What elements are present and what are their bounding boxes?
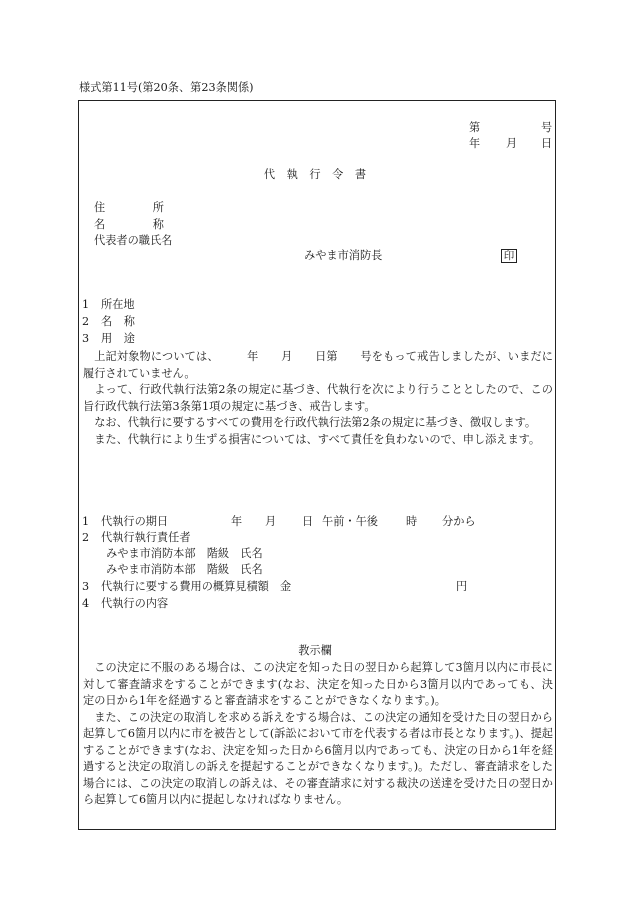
item-location-label: 所在地 xyxy=(101,298,135,311)
body-paragraph: 上記対象物については、 年 月 日第 号をもって戒告しましたが、いまだに履行されていません。 xyxy=(83,350,553,380)
seal-mark: 印 xyxy=(501,249,517,263)
body-text xyxy=(83,349,553,448)
item-number: 3 xyxy=(82,580,90,593)
form-number: 様式第11号(第20条、第23条関係) xyxy=(79,81,254,94)
execution-year: 年 xyxy=(231,515,243,528)
doc-number-prefix: 第 xyxy=(469,121,481,134)
item-number: 2 xyxy=(82,531,90,544)
execution-date-label: 代執行の期日 xyxy=(101,515,169,528)
execution-content-label: 代執行の内容 xyxy=(101,597,169,610)
execution-hour: 時 xyxy=(406,515,418,528)
body-paragraph: また、代執行により生ずる損害については、すべて責任を負わないので、申し添えます。 xyxy=(94,432,541,446)
issuer-name: みやま市消防長 xyxy=(304,249,383,262)
date-day: 日 xyxy=(541,137,553,150)
item-number: 2 xyxy=(82,315,90,328)
item-use-label: 用 途 xyxy=(101,332,135,345)
item-number: 4 xyxy=(82,597,90,610)
representative-label: 代表者の職氏名 xyxy=(94,234,173,247)
responsible-row: みやま市消防本部 階級 氏名 xyxy=(106,563,263,576)
instruction-heading: 教示欄 xyxy=(298,644,332,657)
item-number: 1 xyxy=(82,515,90,528)
responsible-row: みやま市消防本部 階級 氏名 xyxy=(106,547,263,560)
doc-number-suffix: 号 xyxy=(541,121,553,134)
estimated-cost-label: 代執行に要する費用の概算見積額 金 xyxy=(101,580,292,593)
date-month: 月 xyxy=(506,137,518,150)
item-number: 3 xyxy=(82,332,90,345)
execution-month: 月 xyxy=(265,515,277,528)
body-paragraph: なお、代執行に要するすべての費用を行政代執行法第2条の規定に基づき、徴収します。 xyxy=(94,416,537,429)
cost-unit: 円 xyxy=(456,580,468,593)
name-label: 名 称 xyxy=(94,218,164,231)
execution-ampm: 午前・午後 xyxy=(322,515,378,528)
execution-day: 日 xyxy=(302,515,314,528)
instruction-paragraph: この決定に不服のある場合は、この決定を知った日の翌日から起算して3箇月以内に市長に対して審査請求をすることができます(なお、決定を知った日から3箇月以内であっても、決定の日から1年を経過すると審査請求をすることができなくなります。)。 xyxy=(83,661,553,707)
body-paragraph: よって、行政代執行法第2条の規定に基づき、代執行を次により行うこととしたので、この旨行政代執行法第3条第1項の規定に基づき、戒告します。 xyxy=(83,383,553,413)
item-number: 1 xyxy=(82,298,90,311)
instruction-text xyxy=(83,660,553,809)
address-label: 住 所 xyxy=(94,201,164,214)
execution-minute: 分から xyxy=(442,515,476,528)
responsible-label: 代執行執行責任者 xyxy=(101,531,191,544)
document-title: 代 執 行 令 書 xyxy=(263,168,367,181)
date-year: 年 xyxy=(469,137,481,150)
item-name-label: 名 称 xyxy=(101,315,135,328)
instruction-paragraph: また、この決定の取消しを求める訴えをする場合は、この決定の通知を受けた日の翌日から起算して6箇月以内に市を被告として(訴訟において市を代表する者は市長となります。)、提起することができます(なお、決定を知った日から6箇月以内であっても、決定の日から1年を経過すると決定の取消しの訴えを提起することができなくなります。)。ただし、審査請求をした場合には、この決定の取消しの訴えは、その審査請求に対する裁決の送達を受けた日の翌日から起算して6箇月以内に提起しなければなりません。 xyxy=(83,710,553,806)
